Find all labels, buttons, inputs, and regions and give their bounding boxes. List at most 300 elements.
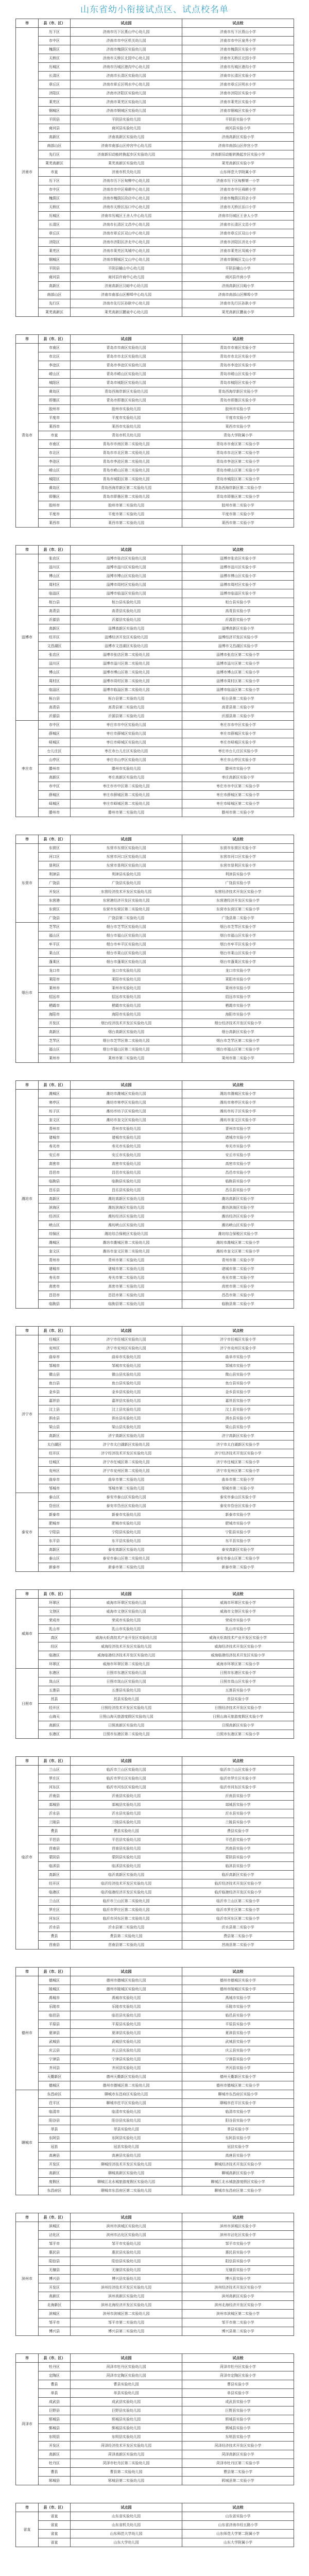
- table-row: [16, 1458, 294, 1467]
- school-cell: 临沂临港经济开发区实验小学: [182, 1888, 294, 1897]
- school-cell: 阳谷县实验小学: [182, 2116, 294, 2125]
- table-row: [16, 984, 294, 993]
- kindergarten-cell: 临沂市罗庄区实验幼儿园: [71, 1774, 182, 1783]
- school-cell: 济南市历城区港沟小学: [182, 63, 294, 72]
- school-cell: 聊城市东昌府区第二实验小学: [182, 2187, 294, 2195]
- table-row: [16, 2530, 294, 2538]
- school-cell: 烟台市芝罘区实验小学: [182, 923, 294, 931]
- county-cell: 郓城县: [39, 2477, 71, 2485]
- school-cell: 高密市第二实验小学: [182, 1282, 294, 1291]
- county-cell: 招远市: [39, 993, 71, 1002]
- city-cell: 济宁市: [16, 1335, 39, 1493]
- school-cell: 平度市第二实验小学: [182, 510, 294, 519]
- pilot-list-table: [15, 1326, 294, 1572]
- table-row: [16, 2240, 294, 2248]
- school-cell: 聊城经济技术开发区实验小学: [182, 2160, 294, 2169]
- table-row: [16, 308, 294, 317]
- county-cell: 滨海区: [39, 1204, 71, 1212]
- kindergarten-cell: 济南市莱芜区实验幼儿园: [71, 98, 182, 107]
- county-cell: 天桥区: [39, 54, 71, 63]
- table-row: [16, 2512, 294, 2521]
- county-cell: 费县: [39, 1827, 71, 1836]
- county-cell: 高新区: [39, 624, 71, 633]
- table-row: [16, 1405, 294, 1414]
- kindergarten-cell: 潍坊市奎文区第二实验幼儿园: [71, 1247, 182, 1256]
- table-row: [16, 2292, 294, 2301]
- table-row: [16, 1519, 294, 1528]
- school-cell: 日照市东港区第二实验小学: [182, 1730, 294, 1739]
- county-cell: 罗庄区: [39, 1774, 71, 1783]
- kindergarten-cell: 淄博市博山区实验幼儿园: [71, 572, 182, 581]
- kindergarten-cell: 潍坊市坊子区实验幼儿园: [71, 1107, 182, 1116]
- school-cell: 滨州经济技术开发区实验小学: [182, 2283, 294, 2292]
- school-cell: 德州市陵城区实验小学: [182, 1985, 294, 1994]
- kindergarten-cell: 梁山县实验幼儿园: [71, 1423, 182, 1432]
- school-cell: 滨州市沾化区实验小学: [182, 2231, 294, 2240]
- kindergarten-cell: 菏泽市牡丹区实验幼儿园: [71, 2363, 182, 2371]
- kindergarten-cell: 庆云县实验幼儿园: [71, 2046, 182, 2055]
- kindergarten-cell: 济南市天桥区北园中心幼儿园: [71, 54, 182, 63]
- table-row: [16, 2003, 294, 2011]
- kindergarten-cell: 淄博市临淄区第二实验幼儿园: [71, 686, 182, 694]
- school-cell: 枣庄高新区实验小学: [182, 773, 294, 782]
- kindergarten-cell: 烟台市福山区第二实验幼儿园: [71, 1045, 182, 1054]
- kindergarten-cell: 冠县实验幼儿园: [71, 2143, 182, 2151]
- school-cell: 济南市天桥区泺口小学: [182, 203, 294, 212]
- table-row: [16, 1853, 294, 1862]
- school-cell: 潍坊经济区实验小学: [182, 1212, 294, 1221]
- school-cell: 临沂市兰山区第二实验小学: [182, 1897, 294, 1906]
- county-cell: 郓城县: [39, 2415, 71, 2424]
- county-cell: 东营港: [39, 896, 71, 905]
- county-cell: 武城县: [39, 2038, 71, 2046]
- table-row: [16, 1002, 294, 1010]
- table-row: [16, 2029, 294, 2038]
- kindergarten-cell: 烟台市福山区实验幼儿园: [71, 931, 182, 940]
- county-cell: 长清区: [39, 221, 71, 229]
- table-header-row: [16, 1968, 294, 1976]
- table-row: [16, 1783, 294, 1792]
- school-cell: 济宁市兖州区第二实验小学: [182, 1467, 294, 1476]
- kindergarten-cell: 日照市东港区实验幼儿园: [71, 1669, 182, 1677]
- table-header-row: [16, 1757, 294, 1766]
- kindergarten-cell: 淄博市淄川区第二实验幼儿园: [71, 659, 182, 668]
- county-cell: 市北区: [39, 352, 71, 361]
- county-cell: 利津县: [39, 870, 71, 879]
- kindergarten-cell: 济南市历城区港沟中心幼儿园: [71, 63, 182, 72]
- county-cell: 单县: [39, 2389, 71, 2398]
- header-county: 县（市、区）: [39, 2354, 71, 2363]
- school-cell: 济南市南部山区柳埠小学: [182, 291, 294, 299]
- county-cell: 东平县: [39, 1537, 71, 1546]
- county-cell: 五莲县: [39, 1686, 71, 1695]
- kindergarten-cell: 临沂市兰山区第二实验幼儿园: [71, 1897, 182, 1906]
- table-row: [16, 1282, 294, 1291]
- header-pilot-kindergarten: 试点园: [71, 335, 182, 344]
- header-county: 县（市、区）: [39, 2503, 71, 2512]
- table-row: [16, 1502, 294, 1511]
- table-row: [16, 1212, 294, 1221]
- county-cell: 河东区: [39, 1914, 71, 1923]
- kindergarten-cell: 费县第二实验幼儿园: [71, 1932, 182, 1941]
- kindergarten-cell: 邹城市实验幼儿园: [71, 1362, 182, 1370]
- document-title: 山东省幼小衔接试点区、试点校名单: [80, 5, 229, 15]
- table-row: [16, 89, 294, 98]
- county-cell: 无棣县: [39, 2266, 71, 2275]
- school-cell: 枣庄市峄城区第二实验小学: [182, 800, 294, 808]
- kindergarten-cell: 济南市章丘区明水中心幼儿园: [71, 80, 182, 89]
- header-pilot-school: 试点校: [182, 2213, 294, 2222]
- kindergarten-cell: 日照高新区实验幼儿园: [71, 1721, 182, 1730]
- kindergarten-cell: 济南市槐荫区段店中心幼儿园: [71, 194, 182, 203]
- table-row: [16, 405, 294, 414]
- school-cell: 宁阳县实验小学: [182, 1528, 294, 1537]
- county-cell: 河口区: [39, 853, 71, 861]
- kindergarten-cell: 高青县实验幼儿园: [71, 607, 182, 616]
- kindergarten-cell: 莒南县实验幼儿园: [71, 1844, 182, 1853]
- table-row: [16, 1897, 294, 1906]
- county-cell: 高新区: [39, 1871, 71, 1879]
- table-row: [16, 387, 294, 396]
- county-cell: 沂南县: [39, 1792, 71, 1801]
- table-header-row: [16, 2354, 294, 2363]
- city-cell: 济南市: [16, 28, 39, 317]
- table-row: [16, 1370, 294, 1379]
- school-cell: 沂水县实验小学: [182, 1809, 294, 1818]
- county-cell: 高新区: [39, 1721, 71, 1730]
- county-cell: 泰山区: [39, 1554, 71, 1563]
- school-cell: 青岛市市北区第二实验小学: [182, 449, 294, 457]
- county-cell: 茌平区: [39, 2099, 71, 2108]
- county-cell: 临邑县: [39, 2011, 71, 2020]
- table-row: [16, 1239, 294, 1247]
- kindergarten-cell: 莱芜高新区鹏泉中心幼儿园: [71, 308, 182, 317]
- county-cell: 市南区: [39, 440, 71, 449]
- kindergarten-cell: 德州市德城区第二实验幼儿园: [71, 2081, 182, 2090]
- school-cell: 齐河县实验小学: [182, 2064, 294, 2073]
- kindergarten-cell: 德州天衢新区实验幼儿园: [71, 2073, 182, 2081]
- school-cell: 蒙阴县实验小学: [182, 1853, 294, 1862]
- kindergarten-cell: 平度市第二实验幼儿园: [71, 510, 182, 519]
- school-cell: 东明县实验小学: [182, 2433, 294, 2442]
- county-cell: 开发区: [39, 2442, 71, 2450]
- table-row: [16, 2318, 294, 2327]
- table-row: [16, 142, 294, 150]
- table-row: [16, 1168, 294, 1177]
- school-cell: 枣庄市市中区第二实验小学: [182, 782, 294, 791]
- table-row: [16, 396, 294, 405]
- kindergarten-cell: 微山县实验幼儿园: [71, 1370, 182, 1379]
- table-row: [16, 264, 294, 273]
- kindergarten-cell: 菏泽经济技术开发区实验幼儿园: [71, 2442, 182, 2450]
- county-cell: 省直: [39, 2530, 71, 2538]
- school-cell: 滨州市滨城区实验小学: [182, 2222, 294, 2231]
- table-row: [16, 677, 294, 686]
- table-row: [16, 616, 294, 624]
- school-cell: 济南市先行区孙耿小学: [182, 299, 294, 308]
- header-pilot-school: 试点校: [182, 1968, 294, 1976]
- table-row: [16, 1265, 294, 1274]
- table-row: [16, 2521, 294, 2530]
- kindergarten-cell: 青岛市市南区第二实验幼儿园: [71, 440, 182, 449]
- school-cell: 济南市历下区甸柳第一小学: [182, 177, 294, 185]
- county-cell: 南部山区: [39, 142, 71, 150]
- school-cell: 济南市槐荫区段店小学: [182, 194, 294, 203]
- county-cell: 莱州市: [39, 984, 71, 993]
- county-cell: 开发区: [39, 2283, 71, 2292]
- school-cell: 淄博市淄川区实验小学: [182, 563, 294, 572]
- table-row: [16, 107, 294, 115]
- pilot-list-table: [15, 835, 294, 1063]
- county-cell: 汶上县: [39, 1405, 71, 1414]
- table-row: [16, 133, 294, 142]
- county-cell: 乐陵市: [39, 2003, 71, 2011]
- kindergarten-cell: 潍坊滨海区实验幼儿园: [71, 1204, 182, 1212]
- kindergarten-cell: 招远市实验幼儿园: [71, 993, 182, 1002]
- county-cell: 博兴县: [39, 2327, 71, 2336]
- kindergarten-cell: 诸城市实验幼儿园: [71, 1133, 182, 1142]
- county-cell: 兰山区: [39, 1766, 71, 1774]
- kindergarten-cell: 广饶县第二实验幼儿园: [71, 914, 182, 923]
- county-cell: 平阴县: [39, 115, 71, 124]
- table-row: [16, 431, 294, 440]
- kindergarten-cell: 莒县实验幼儿园: [71, 1695, 182, 1704]
- school-cell: 平度市实验小学: [182, 414, 294, 422]
- school-cell: 栖霞市实验小学: [182, 1002, 294, 1010]
- kindergarten-cell: 济南市南部山区仲宫中心幼儿园: [71, 142, 182, 150]
- school-cell: 济南市济阳区济北小学: [182, 238, 294, 247]
- school-cell: 利津县实验小学: [182, 870, 294, 879]
- table-row: [16, 1537, 294, 1546]
- table-row: [16, 2406, 294, 2415]
- kindergarten-cell: 沂水县实验幼儿园: [71, 1809, 182, 1818]
- school-cell: 曹县实验小学: [182, 2380, 294, 2389]
- school-cell: 山东大学附属小学: [182, 2538, 294, 2547]
- table-row: [16, 80, 294, 89]
- county-cell: 沂水县: [39, 1809, 71, 1818]
- kindergarten-cell: 乳山市实验幼儿园: [71, 1625, 182, 1634]
- table-row: [16, 1256, 294, 1265]
- kindergarten-cell: 济南市机关幼儿园: [71, 168, 182, 177]
- county-cell: 微山县: [39, 1370, 71, 1379]
- table-row: [16, 1836, 294, 1844]
- county-cell: 任城区: [39, 1335, 71, 1344]
- header-county: 县（市、区）: [39, 1968, 71, 1976]
- kindergarten-cell: 曲阜市实验幼儿园: [71, 1353, 182, 1362]
- header-city: 市: [16, 19, 39, 28]
- school-cell: 潍坊市潍城区第二实验小学: [182, 1239, 294, 1247]
- table-row: [16, 493, 294, 501]
- county-cell: 钢城区: [39, 107, 71, 115]
- kindergarten-cell: 枣庄市薛城区第二实验幼儿园: [71, 791, 182, 800]
- kindergarten-cell: 临沂经济技术开发区实验幼儿园: [71, 1879, 182, 1888]
- school-cell: 枣庄市峄城区实验小学: [182, 738, 294, 747]
- kindergarten-cell: 莱阳市实验幼儿园: [71, 975, 182, 984]
- county-cell: 城阳区: [39, 379, 71, 387]
- table-row: [16, 721, 294, 730]
- table-header-row: [16, 1081, 294, 1090]
- school-cell: 潍坊市奎文区实验小学: [182, 1116, 294, 1125]
- table-row: [16, 1300, 294, 1309]
- school-cell: 寿光市实验小学: [182, 1142, 294, 1151]
- kindergarten-cell: 济南市钢城区艾山中心幼儿园: [71, 256, 182, 264]
- header-pilot-school: 试点校: [182, 1590, 294, 1599]
- kindergarten-cell: 青州市实验幼儿园: [71, 1125, 182, 1133]
- school-cell: 莒县实验小学: [182, 1695, 294, 1704]
- county-cell: 新泰市: [39, 1563, 71, 1572]
- school-cell: 冠县实验小学: [182, 2143, 294, 2151]
- county-cell: 栖霞市: [39, 1002, 71, 1010]
- county-cell: 高新区: [39, 1028, 71, 1037]
- kindergarten-cell: 桓台县第二实验幼儿园: [71, 694, 182, 703]
- school-cell: 德州市德城区实验小学: [182, 1976, 294, 1985]
- school-cell: 海阳市实验小学: [182, 1010, 294, 1019]
- table-row: [16, 422, 294, 431]
- school-cell: 莱芜高新区鹏泉小学: [182, 308, 294, 317]
- kindergarten-cell: 郓城县第二实验幼儿园: [71, 2477, 182, 2485]
- table-row: [16, 1476, 294, 1484]
- school-cell: 枣庄市薛城区第二实验小学: [182, 791, 294, 800]
- school-cell: 五莲县实验小学: [182, 1686, 294, 1695]
- county-cell: 莱山区: [39, 949, 71, 958]
- kindergarten-cell: 新泰市第二实验幼儿园: [71, 1563, 182, 1572]
- county-cell: 东昌府区: [39, 2090, 71, 2099]
- school-cell: 淄博市博山区实验小学: [182, 572, 294, 581]
- kindergarten-cell: 商河县实验幼儿园: [71, 124, 182, 133]
- header-county: 县（市、区）: [39, 19, 71, 28]
- header-pilot-kindergarten: 试点园: [71, 2354, 182, 2363]
- school-cell: 青岛市城阳区实验小学: [182, 379, 294, 387]
- school-cell: 济南市莱芜区实验小学: [182, 98, 294, 107]
- county-cell: 兖州区: [39, 1467, 71, 1476]
- kindergarten-cell: 济宁高新区实验幼儿园: [71, 1432, 182, 1440]
- header-pilot-school: 试点校: [182, 1327, 294, 1335]
- kindergarten-cell: 平阴县实验幼儿园: [71, 115, 182, 124]
- kindergarten-cell: 青岛市市南区实验幼儿园: [71, 344, 182, 352]
- table-row: [16, 159, 294, 168]
- school-cell: 东平县实验小学: [182, 1537, 294, 1546]
- school-cell: 诸城市实验小学: [182, 1133, 294, 1142]
- school-cell: 济南市长清区实验小学: [182, 72, 294, 80]
- kindergarten-cell: 临清市实验幼儿园: [71, 2108, 182, 2116]
- table-row: [16, 1677, 294, 1686]
- header-pilot-kindergarten: 试点园: [71, 2503, 182, 2512]
- table-header-row: [16, 2503, 294, 2512]
- school-cell: 郓城县实验小学: [182, 2415, 294, 2424]
- county-cell: 滕州市: [39, 808, 71, 817]
- school-cell: 威海市环翠区实验小学: [182, 1599, 294, 1607]
- school-cell: 高青县实验小学: [182, 607, 294, 616]
- header-county: 县（市、区）: [39, 1081, 71, 1090]
- school-cell: 聊城市东昌府区实验小学: [182, 2090, 294, 2099]
- county-cell: 郯城县: [39, 1801, 71, 1809]
- kindergarten-cell: 济宁经济技术开发区实验幼儿园: [71, 1449, 182, 1458]
- school-cell: 郓城县第二实验小学: [182, 2477, 294, 2485]
- city-cell: 威海市: [16, 1599, 39, 1669]
- county-cell: 高青县: [39, 703, 71, 712]
- table-block: [15, 835, 294, 1063]
- table-row: [16, 2151, 294, 2160]
- kindergarten-cell: 聊城市东昌府区第二实验幼儿园: [71, 2187, 182, 2195]
- school-cell: 济宁市任城区实验小学: [182, 1335, 294, 1344]
- kindergarten-cell: 邹城市第二实验幼儿园: [71, 1484, 182, 1493]
- table-row: [16, 194, 294, 203]
- header-pilot-school: 试点校: [182, 19, 294, 28]
- county-cell: 胶州市: [39, 501, 71, 510]
- kindergarten-cell: 济宁市任城区第二实验幼儿园: [71, 1458, 182, 1467]
- county-cell: 德城区: [39, 1976, 71, 1985]
- table-row: [16, 2231, 294, 2240]
- kindergarten-cell: 昌邑市实验幼儿园: [71, 1168, 182, 1177]
- kindergarten-cell: 青岛市市北区实验幼儿园: [71, 352, 182, 361]
- kindergarten-cell: 昌乐县实验幼儿园: [71, 1186, 182, 1195]
- kindergarten-cell: 潍坊市潍城区第二实验幼儿园: [71, 1239, 182, 1247]
- school-cell: 济南市章丘区明水小学: [182, 80, 294, 89]
- county-cell: 临朐县: [39, 1300, 71, 1309]
- kindergarten-cell: 临沂市兰山区实验幼儿园: [71, 1766, 182, 1774]
- school-cell: 临沂市罗庄区实验小学: [182, 1774, 294, 1783]
- county-cell: 钢城区: [39, 256, 71, 264]
- school-cell: 潍坊综合保税区实验小学: [182, 1230, 294, 1239]
- school-cell: 东营市垦利区实验小学: [182, 861, 294, 870]
- header-pilot-kindergarten: 试点园: [71, 546, 182, 554]
- kindergarten-cell: 荣成市实验幼儿园: [71, 1616, 182, 1625]
- school-cell: 阳信县实验小学: [182, 2257, 294, 2266]
- school-cell: 淄博市临淄区实验小学: [182, 589, 294, 598]
- county-cell: 泰山区: [39, 1493, 71, 1502]
- county-cell: 经开区: [39, 1879, 71, 1888]
- kindergarten-cell: 聊城经济技术开发区实验幼儿园: [71, 2160, 182, 2169]
- kindergarten-cell: 龙口市实验幼儿园: [71, 967, 182, 975]
- county-cell: 薛城区: [39, 730, 71, 738]
- kindergarten-cell: 兰陵县实验幼儿园: [71, 1818, 182, 1827]
- county-cell: 乳山市: [39, 1625, 71, 1634]
- school-cell: 青岛市市北区实验小学: [182, 352, 294, 361]
- school-cell: 潍坊市潍城区实验小学: [182, 1090, 294, 1098]
- county-cell: 滨城区: [39, 2222, 71, 2231]
- county-cell: 荣成市: [39, 1616, 71, 1625]
- county-cell: 福山区: [39, 1045, 71, 1054]
- kindergarten-cell: 淄博经济开发区实验幼儿园: [71, 633, 182, 642]
- kindergarten-cell: 青岛市即墨区实验幼儿园: [71, 396, 182, 405]
- county-cell: 垦利区: [39, 861, 71, 870]
- school-cell: 济南市市中区舜耕小学: [182, 185, 294, 194]
- county-cell: 济阳区: [39, 89, 71, 98]
- school-cell: 济宁市任城区第二实验小学: [182, 1458, 294, 1467]
- county-cell: 崂山区: [39, 370, 71, 379]
- school-cell: 聊城高新区实验小学: [182, 2169, 294, 2178]
- kindergarten-cell: 东营市东营区实验幼儿园: [71, 844, 182, 853]
- county-cell: 经开区: [39, 1449, 71, 1458]
- table-row: [16, 2433, 294, 2442]
- county-cell: 东阿县: [39, 2134, 71, 2143]
- county-cell: 北海新区: [39, 2301, 71, 2310]
- table-row: [16, 501, 294, 510]
- table-row: [16, 589, 294, 598]
- table-row: [16, 2055, 294, 2064]
- kindergarten-cell: 博兴县第二实验幼儿园: [71, 2327, 182, 2336]
- table-row: [16, 712, 294, 721]
- school-cell: 临朐县实验小学: [182, 1177, 294, 1186]
- header-city: 市: [16, 1757, 39, 1766]
- header-pilot-school: 试点校: [182, 2354, 294, 2363]
- school-cell: 博兴县第二实验小学: [182, 2327, 294, 2336]
- school-cell: 莱西市实验小学: [182, 422, 294, 431]
- school-cell: 高密市实验小学: [182, 1160, 294, 1168]
- school-cell: 泗水县实验小学: [182, 1414, 294, 1423]
- city-cell: 东营市: [16, 844, 39, 923]
- table-row: [16, 484, 294, 493]
